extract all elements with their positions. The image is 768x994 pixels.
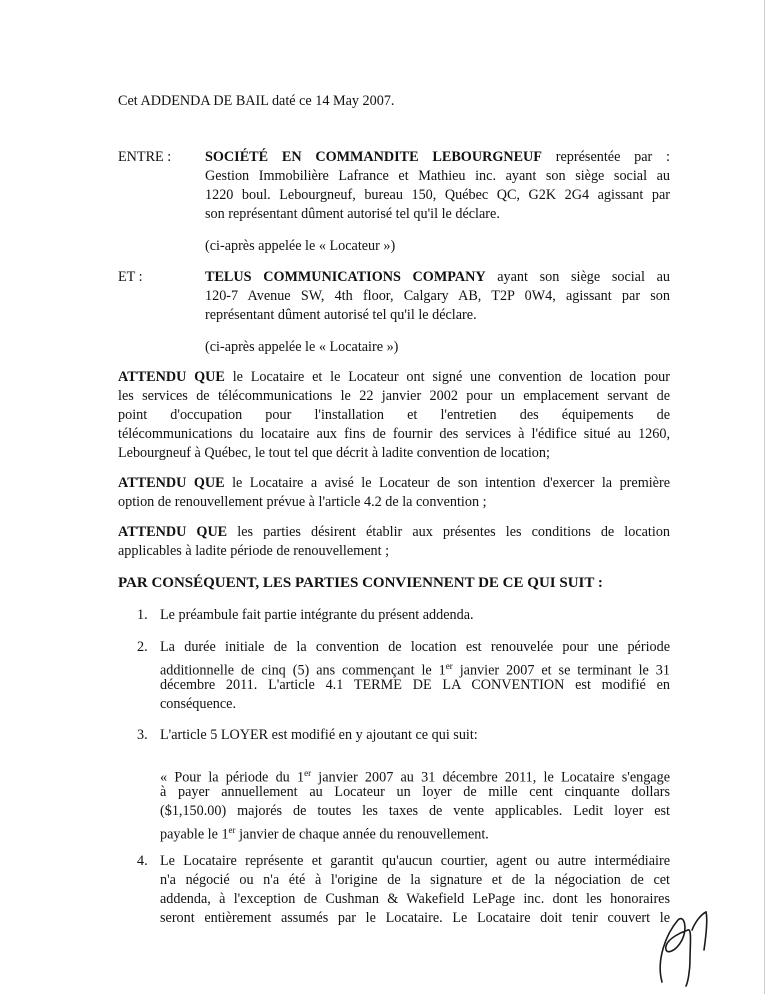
entre-line-1-rest: représentée par : — [555, 149, 670, 165]
entre-line-3: 1220 boul. Lebourgneuf, bureau 150, Québec QC, G2K 2G4 agissant par — [205, 187, 670, 203]
item-1-number: 1. — [137, 607, 148, 623]
entre-line-2: Gestion Immobilière Lafrance et Mathieu inc. ayant son siège social au — [205, 168, 670, 184]
whereas-1-line-4: télécommunications du locataire aux fins de fournir des services à l'édifice situé au 1260, — [118, 426, 670, 442]
whereas-2-lead: ATTENDU QUE — [118, 475, 225, 491]
whereas-1-lead: ATTENDU QUE — [118, 369, 225, 385]
whereas-3-line-1 — [118, 523, 670, 542]
whereas-1-line-1 — [118, 368, 670, 387]
item-4-line-4: seront entièrement assumés par le Locataire. Le Locataire doit tenir couvert le — [160, 910, 670, 926]
ordinal-suffix: er — [228, 825, 236, 835]
et-line-1-rest: ayant son siège social au — [497, 269, 670, 285]
item-2-line-1: La durée initiale de la convention de location est renouvelée pour une période — [160, 639, 670, 655]
item-4-line-2: n'a négocié ou n'a été à l'origine de la signature et de la négociation de cet — [160, 872, 670, 888]
whereas-3-line-2: applicables à ladite période de renouvellement ; — [118, 543, 390, 559]
entre-called: (ci-après appelée le « Locateur ») — [205, 238, 396, 254]
agreement-heading: PAR CONSÉQUENT, LES PARTIES CONVIENNENT DE CE QUI SUIT : — [118, 575, 603, 591]
et-line-1 — [205, 268, 670, 287]
landlord-name: SOCIÉTÉ EN COMMANDITE LEBOURGNEUF — [205, 149, 542, 165]
et-line-2: 120-7 Avenue SW, 4th floor, Calgary AB, T2P 0W4, agissant par son — [205, 288, 670, 304]
ordinal-suffix: er — [445, 661, 453, 671]
item-4-line-1: Le Locataire représente et garantit qu'aucun courtier, agent ou autre intermédiaire — [160, 853, 670, 869]
rent-quote-line-1: « Pour la période du 1er janvier 2007 au 31 décembre 2011, le Locataire s'engage — [160, 768, 670, 786]
whereas-2-line-2: option de renouvellement prévue à l'article 4.2 de la convention ; — [118, 494, 487, 510]
item-2-line-2: additionnelle de cinq (5) ans commençant le 1er janvier 2007 et se terminant le 31 — [160, 661, 670, 679]
et-line-3: représentant dûment autorisé tel qu'il le déclare. — [205, 307, 477, 323]
item-3-number: 3. — [137, 727, 148, 743]
addendum-intro: Cet ADDENDA DE BAIL daté ce 14 May 2007. — [118, 93, 395, 109]
whereas-2-line-1-text: le Locataire a avisé le Locateur de son intention d'exercer la première — [232, 475, 670, 491]
whereas-1-line-3: point d'occupation pour l'installation et l'entretien des équipements de — [118, 407, 670, 423]
ordinal-suffix: er — [304, 768, 312, 778]
item-2-line-4: conséquence. — [160, 696, 237, 712]
tenant-name: TELUS COMMUNICATIONS COMPANY — [205, 269, 486, 285]
whereas-1-line-1-text: le Locataire et le Locateur ont signé une convention de location pour — [232, 369, 670, 385]
item-1-line-1: Le préambule fait partie intégrante du présent addenda. — [160, 607, 474, 623]
whereas-3-lead: ATTENDU QUE — [118, 524, 228, 540]
item-4-number: 4. — [137, 853, 148, 869]
whereas-1-line-5: Lebourgneuf à Québec, le tout tel que décrit à ladite convention de location; — [118, 445, 550, 461]
whereas-1-line-2: les services de télécommunications le 22 janvier 2002 pour un emplacement servant de — [118, 388, 670, 404]
item-2-line-3: décembre 2011. L'article 4.1 TERME DE LA CONVENTION est modifié en — [160, 677, 670, 693]
item-3-line-1: L'article 5 LOYER est modifié en y ajoutant ce qui suit: — [160, 727, 478, 743]
rent-quote-line-2: à payer annuellement au Locateur un loyer de mille cent cinquante dollars — [160, 784, 670, 800]
whereas-2-line-1 — [118, 474, 670, 493]
rent-quote-line-3: ($1,150.00) majorés de toutes les taxes de vente applicables. Ledit loyer est — [160, 803, 670, 819]
entre-line-1 — [205, 148, 670, 167]
entre-line-4: son représentant dûment autorisé tel qu'il le déclare. — [205, 206, 500, 222]
item-2-number: 2. — [137, 639, 148, 655]
et-called: (ci-après appelée le « Locataire ») — [205, 339, 399, 355]
entre-label: ENTRE : — [118, 149, 172, 165]
handwritten-initials-icon — [648, 890, 718, 990]
et-label: ET : — [118, 269, 143, 285]
whereas-3-line-1-text: les parties désirent établir aux présentes les conditions de location — [237, 524, 671, 540]
rent-quote-line-4: payable le 1er janvier de chaque année du renouvellement. — [160, 825, 489, 843]
item-4-line-3: addenda, à l'exception de Cushman & Wakefield LePage inc. dont les honoraires — [160, 891, 670, 907]
